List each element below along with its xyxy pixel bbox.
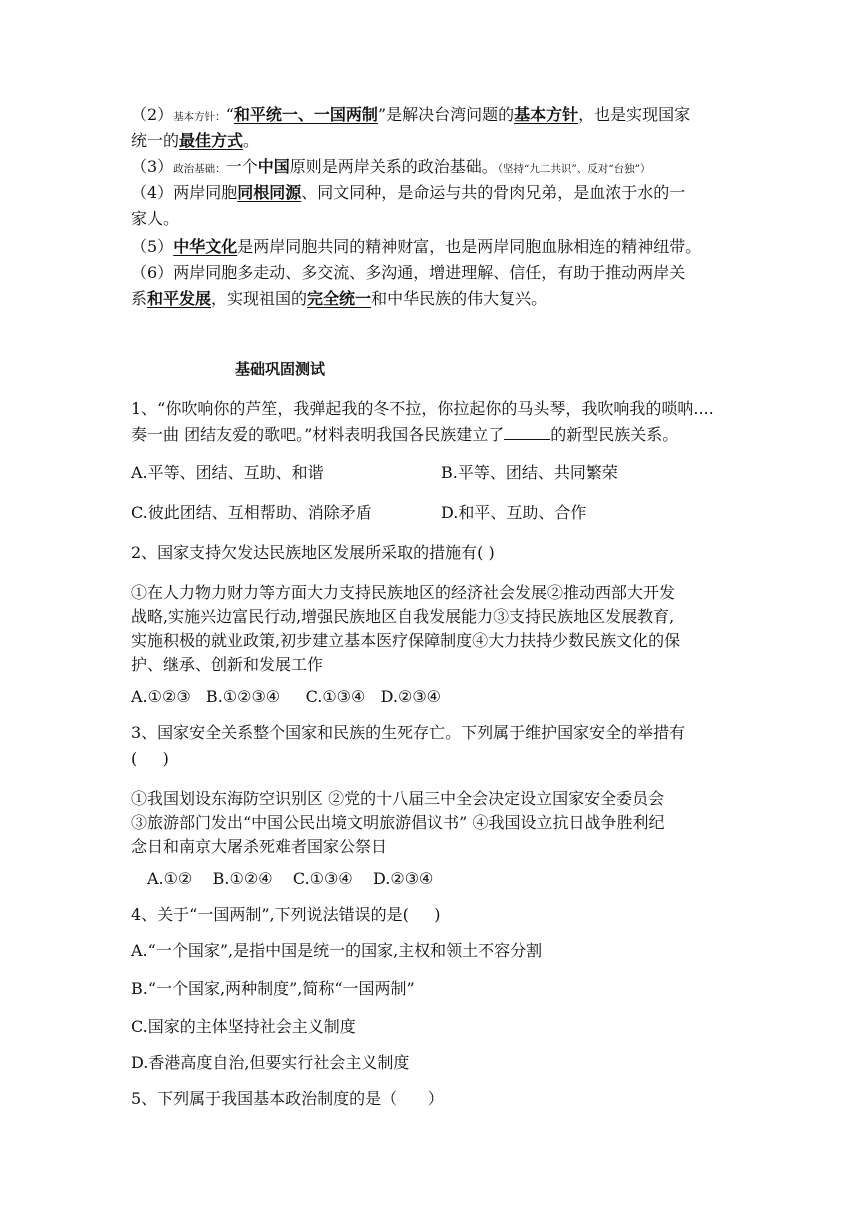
q4-option-b: B.“一个国家,两种制度”,简称“一国两制” xyxy=(131,979,415,998)
section-title: 基础巩固测试 xyxy=(235,360,326,378)
q1-options-row-1 xyxy=(131,462,324,484)
point-text: 两岸同胞 xyxy=(173,183,238,202)
key-term: 同根同源 xyxy=(237,183,302,202)
point-number: （4） xyxy=(131,183,174,202)
point-note: （坚持“九二共识”、反对“台独”） xyxy=(497,163,651,175)
q2-options: A.①②③ B.①②③④ C.①③④ D.②③④ xyxy=(131,687,441,706)
q2-body-line-3: 实施积极的就业政策,初步建立基本医疗保障制度④大力扶持少数民族文化的保 xyxy=(131,631,681,650)
q3-options: A.①② B.①②④ C.①③④ D.②③④ xyxy=(147,869,434,888)
point-text: 和中华民族的伟大复兴。 xyxy=(371,289,548,308)
point-text: 、同文同种，是命运与共的骨肉兄弟，是血浓于水的一 xyxy=(301,183,686,202)
q3-body-line-2: ③旅游部门发出“中国公民出境文明旅游倡议书” ④我国设立抗日战争胜利纪 xyxy=(131,813,665,832)
q1-stem-text: 的新型民族关系。 xyxy=(550,425,679,444)
key-term: 基本方针 xyxy=(514,105,579,124)
key-term: 完全统一 xyxy=(307,289,372,308)
point-2-line-2 xyxy=(131,130,259,152)
q3-body-line-1: ①我国划设东海防空识别区 ②党的十八届三中全会决定设立国家安全委员会 xyxy=(131,789,665,808)
point-text: 一个 xyxy=(225,157,258,176)
q2-body-line-4: 护、继承、创新和发展工作 xyxy=(131,655,324,674)
point-label: 政治基础： xyxy=(173,163,226,175)
q3-stem-line-2: ( ) xyxy=(131,749,169,768)
key-term: 最佳方式 xyxy=(179,131,244,150)
q1-option-c: C.彼此团结、互相帮助、消除矛盾 xyxy=(131,503,372,522)
point-2-line-1 xyxy=(131,104,690,128)
point-text: 是两岸同胞共同的精神财富，也是两岸同胞血脉相连的精神纽带。 xyxy=(237,237,702,256)
answer-blank xyxy=(504,425,550,440)
point-text: 两岸同胞多走动、多交流、多沟通，增进理解、信任，有助于推动两岸关 xyxy=(173,263,686,282)
q1-stem-line-2 xyxy=(131,424,678,446)
point-number: （5） xyxy=(131,237,174,256)
q3-body-line-3: 念日和南京大屠杀死难者国家公祭日 xyxy=(131,837,388,856)
point-text: ，也是实现国家 xyxy=(578,105,691,124)
q4-option-a: A.“一个国家”,是指中国是统一的国家,主权和领土不容分割 xyxy=(131,941,543,960)
key-term: 和平发展 xyxy=(147,289,212,308)
point-text: 系 xyxy=(131,289,148,308)
point-6-line-2 xyxy=(131,288,547,310)
quote-mark: “ xyxy=(225,105,234,124)
q2-body-line-2: 战略,实施兴边富民行动,增强民族地区自我发展能力③支持民族地区发展教育, xyxy=(131,607,675,626)
key-term: 中国 xyxy=(257,157,290,176)
point-text: ，实现祖国的 xyxy=(211,289,308,308)
q2-body-line-1: ①在人力物力财力等方面大力支持民族地区的经济社会发展②推动西部大开发 xyxy=(131,583,676,602)
point-text: 。 xyxy=(243,131,260,150)
point-4-line-2 xyxy=(131,208,179,230)
q4-option-c: C.国家的主体坚持社会主义制度 xyxy=(131,1017,356,1036)
point-3-line-1 xyxy=(131,156,650,180)
point-number: （2） xyxy=(131,105,174,124)
point-text: 家人。 xyxy=(131,209,180,228)
q4-option-d: D.香港高度自治,但要实行社会主义制度 xyxy=(131,1053,410,1072)
q5-stem: 5、下列属于我国基本政治制度的是（ ） xyxy=(131,1089,444,1108)
point-5-line-1 xyxy=(131,236,701,258)
q2-stem: 2、国家支持欠发达民族地区发展所采取的措施有( ) xyxy=(131,543,495,562)
point-label: 基本方针： xyxy=(173,111,226,123)
q1-stem-line-1: 1、“你吹响你的芦笙，我弹起我的冬不拉，你拉起你的马头琴，我吹响我的唢呐.... xyxy=(131,399,714,418)
point-number: （3） xyxy=(131,157,174,176)
q1-option-d: D.和平、互助、合作 xyxy=(441,503,587,522)
q3-stem-line-1: 3、国家安全关系整个国家和民族的生死存亡。下列属于维护国家安全的举措有 xyxy=(131,723,686,742)
q1-option-b: B.平等、团结、共同繁荣 xyxy=(441,463,618,482)
point-4-line-1 xyxy=(131,182,685,204)
q1-option-a: A.平等、团结、互助、和谐 xyxy=(131,463,324,482)
q1-stem-text: 奏一曲 团结友爱的歌吧。”材料表明我国各民族建立了 xyxy=(131,425,505,444)
point-text: 统一的 xyxy=(131,131,180,150)
q4-stem: 4、关于“一国两制”,下列说法错误的是( ) xyxy=(131,905,441,924)
point-text: 原则是两岸关系的政治基础。 xyxy=(289,157,498,176)
key-term: 和平统一、一国两制 xyxy=(233,105,378,124)
point-6-line-1 xyxy=(131,262,685,284)
key-term: 中华文化 xyxy=(173,237,238,256)
point-number: （6） xyxy=(131,263,174,282)
point-text: ”是解决台湾问题的 xyxy=(377,105,515,124)
